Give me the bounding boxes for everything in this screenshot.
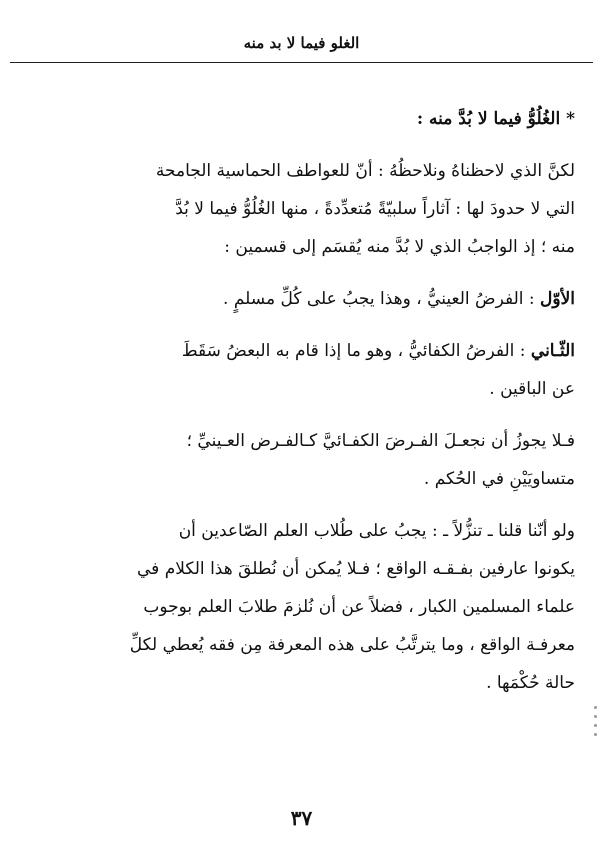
- paragraph-line: حالة حُكْمَها .: [486, 673, 575, 693]
- paragraph-line: فـلا يجوزُ أن نجعـلَ الفـرضَ الكفـائيَّ كـالفـرض العـينيِّ ؛: [186, 431, 575, 451]
- running-head: الغلو فيما لا بد منه: [243, 34, 360, 52]
- second-text: : الفرضُ الكفائيُّ ، وهو ما إذا قام به البعضُ سَقَطَ: [181, 341, 531, 361]
- page-body: [20, 100, 575, 702]
- paragraph-line: التي لا حدودَ لها : آثاراً سلبيّةً مُتعدِّدةً ، منها الغُلُوُّ فيما لا بُدَّ: [175, 199, 575, 219]
- paragraph-line: علماء المسلمين الكبار ، فضلاً عن أن نُلزمَ طلابَ العلم بوجوب: [143, 597, 575, 617]
- paragraph-line: ولو أنّنا قلنا ـ تنزُّلاً ـ : يجبُ على طُلاب العلم الصّاعدين أن: [178, 521, 575, 541]
- page-number: ٣٧: [290, 806, 313, 830]
- paragraph-line: معرفـة الواقع ، وما يترتَّبُ على هذه المعرفة مِن فقه يُعطي لكلِّ: [129, 635, 575, 655]
- paragraph-line: عن الباقين .: [489, 379, 575, 399]
- paragraph-line: متساويَيْنِ في الحُكم .: [423, 469, 575, 489]
- header-rule: [10, 62, 593, 63]
- paragraph-line: لكنَّ الذي لاحظناهُ ونلاحظُهُ : أنّ للعواطف الحماسية الجامحة: [155, 161, 575, 181]
- section-heading: * الغُلُوُّ فيما لا بُدَّ منه :: [416, 109, 575, 129]
- second-label: الثّـاني: [530, 341, 575, 361]
- first-text: : الفرضُ العينيُّ ، وهذا يجبُ على كُلِّ مسلمٍ .: [223, 289, 541, 309]
- first-type-line: [20, 280, 575, 318]
- paragraph-line: منه ؛ إذ الواجبُ الذي لا بُدَّ منه يُقسَم إلى قسمين :: [224, 237, 575, 257]
- second-type-line: [20, 332, 575, 370]
- margin-dots: [594, 700, 600, 742]
- first-label: الأوّل: [540, 289, 575, 309]
- paragraph-line: يكونوا عارفين بفـقـه الواقع ؛ فـلا يُمكن أن نُطلقَ هذا الكلام في: [137, 559, 575, 579]
